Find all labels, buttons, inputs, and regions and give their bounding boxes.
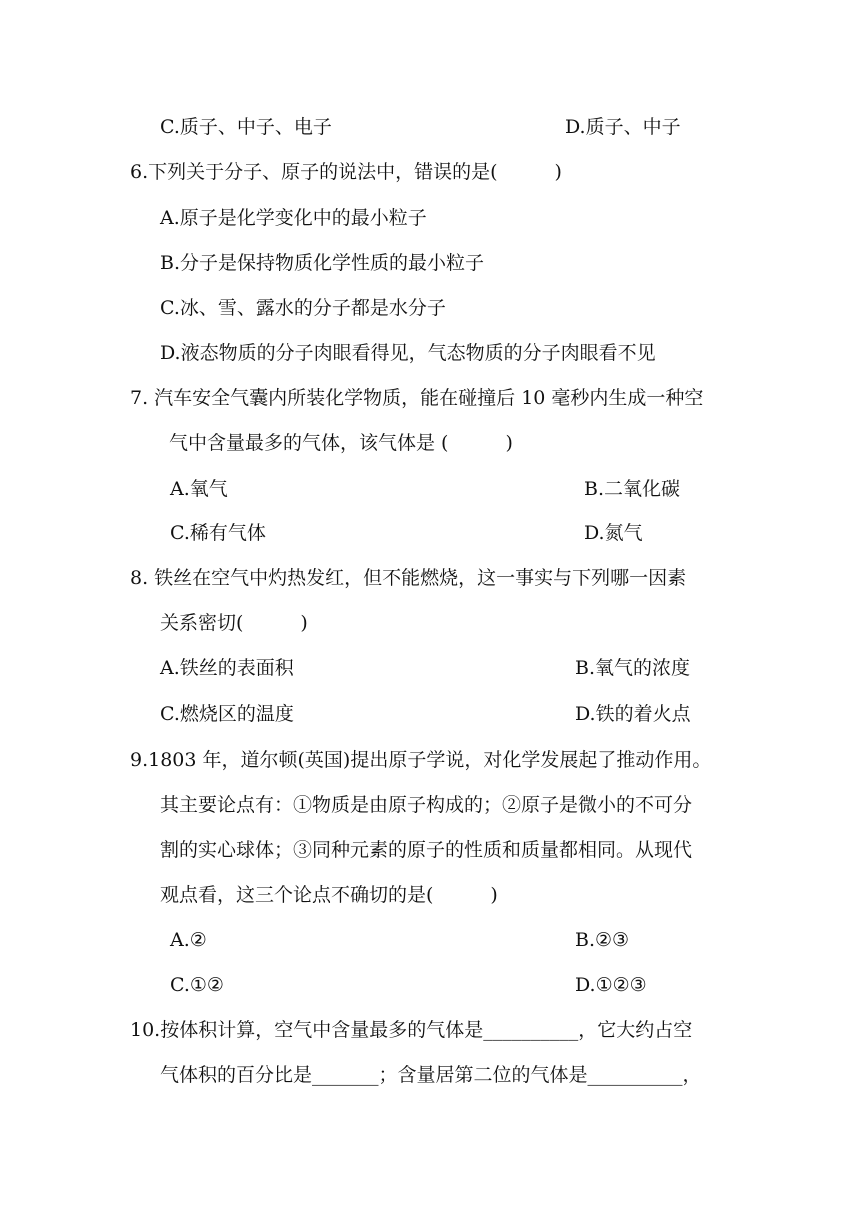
q7-stem-line2: 气中含量最多的气体，该气体是 ( ) <box>169 432 513 454</box>
q10-stem-line1: 10.按体积计算，空气中含量最多的气体是__________，它大约占空 <box>130 1019 693 1041</box>
q6-option-b: B.分子是保持物质化学性质的最小粒子 <box>160 252 485 274</box>
q5-option-c: C.质子、中子、电子 <box>160 116 332 138</box>
q6-option-d: D.液态物质的分子肉眼看得见，气态物质的分子肉眼看不见 <box>160 342 656 364</box>
q9-option-a: A.② <box>170 929 207 951</box>
q8-stem-line1: 8. 铁丝在空气中灼热发红，但不能燃烧，这一事实与下列哪一因素 <box>130 567 687 589</box>
q7-option-c: C.稀有气体 <box>170 522 266 544</box>
q8-option-c: C.燃烧区的温度 <box>160 703 294 725</box>
q7-option-d: D.氮气 <box>584 522 643 544</box>
q6-option-a: A.原子是化学变化中的最小粒子 <box>160 207 427 229</box>
q8-option-d: D.铁的着火点 <box>575 703 691 725</box>
q8-option-b: B.氧气的浓度 <box>575 657 691 679</box>
q5-option-d: D.质子、中子 <box>565 116 681 138</box>
q9-stem-line3: 割的实心球体；③同种元素的原子的性质和质量都相同。从现代 <box>160 839 693 861</box>
q9-stem-line1: 9.1803 年，道尔顿(英国)提出原子学说，对化学发展起了推动作用。 <box>130 749 712 771</box>
q8-stem-line2: 关系密切( ) <box>160 612 308 634</box>
q6-option-c: C.冰、雪、露水的分子都是水分子 <box>160 297 446 319</box>
q9-option-d: D.①②③ <box>575 974 647 996</box>
q7-option-a: A.氧气 <box>170 478 228 500</box>
q7-stem-line1: 7. 汽车安全气囊内所装化学物质，能在碰撞后 10 毫秒内生成一种空 <box>130 387 704 409</box>
q6-stem: 6.下列关于分子、原子的说法中，错误的是( ) <box>130 161 562 183</box>
q9-stem-line2: 其主要论点有：①物质是由原子构成的；②原子是微小的不可分 <box>160 794 693 816</box>
q9-option-b: B.②③ <box>575 929 630 951</box>
q7-option-b: B.二氧化碳 <box>584 478 681 500</box>
q9-stem-line4: 观点看，这三个论点不确切的是( ) <box>160 884 498 906</box>
q8-option-a: A.铁丝的表面积 <box>160 657 294 679</box>
q9-option-c: C.①② <box>170 974 224 996</box>
q10-stem-line2: 气体积的百分比是_______；含量居第二位的气体是__________， <box>160 1064 702 1086</box>
